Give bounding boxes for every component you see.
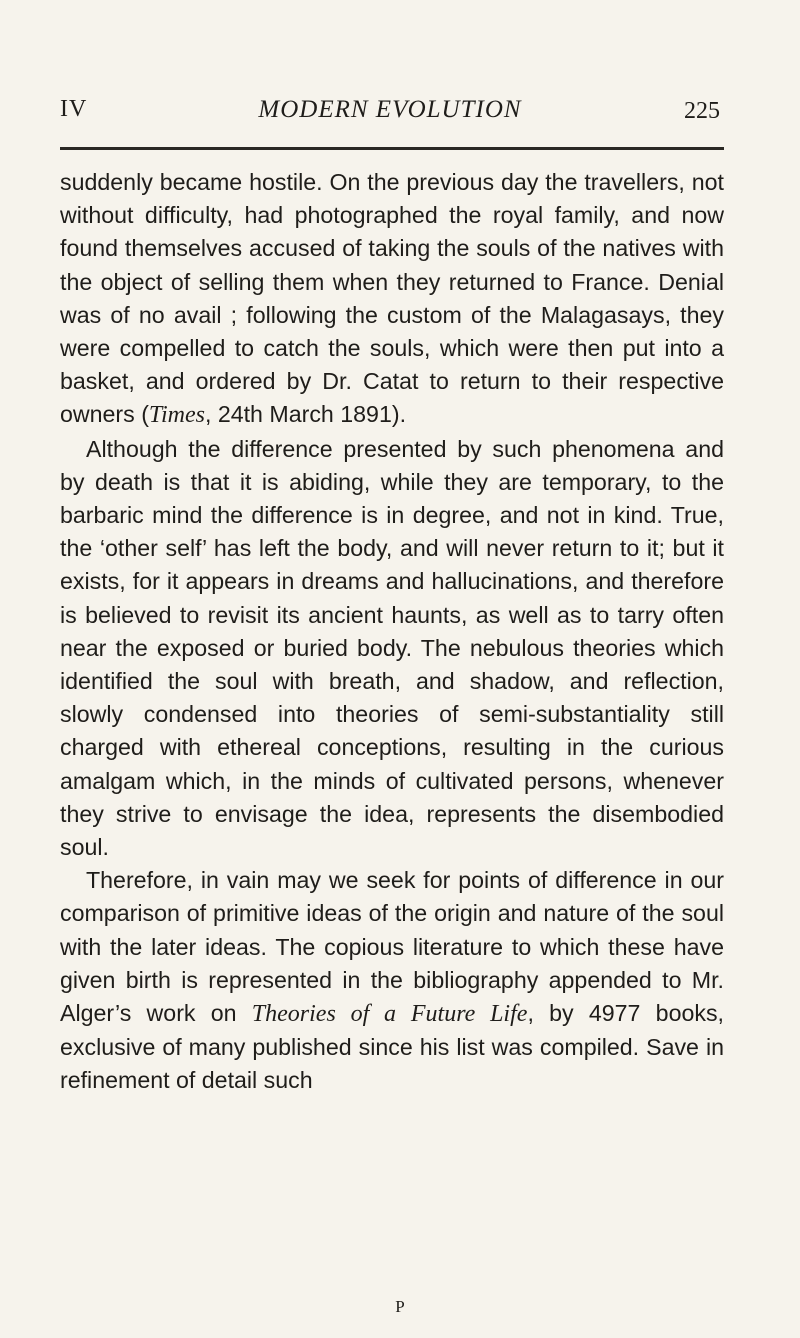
paragraph-1 (60, 166, 724, 433)
paragraph-1-text-end: , 24th March 1891). (204, 401, 407, 428)
paragraph-3 (60, 864, 724, 1097)
page-number: 225 (684, 98, 720, 124)
paragraph-1-text: suddenly became hostile. On the previous day the travellers, not without difficulty, had photographed the royal family, and now found themselves accused of taking the souls of the natives with the object of selling them when they returned to France. Denial was of no avail ; following the custom of the Malagasays, they were compelled to catch the souls, which were then put into a basket, and ordered by Dr. Catat to return to their respective owners ( (60, 169, 724, 428)
paragraph-3-text: Therefore, in vain may we seek for points of difference in our comparison of primitive ideas of the origin and nature of the soul with the later ideas. The copious literature to which these have given birth is represented in the bibliography appended to Mr. Alger’s work on (60, 867, 724, 1027)
paragraph-3-book-title: Theories of a Future Life (251, 1001, 528, 1028)
paragraph-1-citation: Times (148, 402, 205, 429)
paragraph-2: Although the difference presented by such phenomena and by death is that it is abiding, while they are temporary, to the barbaric mind the difference is in degree, and not in kind. True, the ‘other self’ has left the body, and will never return to it; but it exists, for it appears in dreams and hallucinations, and therefore is believed to revisit its ancient haunts, as well as to tarry often near the exposed or buried body. The nebulous theories which identified the soul with breath, and shadow, and reflection, slowly condensed into theories of semi-substantiality still charged with ethereal conceptions, resulting in the curious amalgam which, in the minds of cultivated persons, whenever they strive to envisage the idea, represents the disembodied soul. (60, 435, 724, 861)
signature-mark: P (395, 1297, 405, 1316)
paragraph-3-text-end: , by 4977 books, exclusive of many published since his list was compiled. Save in refinement of detail such (60, 1000, 724, 1094)
body-text (60, 166, 724, 1098)
page-header (60, 96, 720, 136)
chapter-number: IV (60, 96, 88, 122)
header-rule (60, 147, 724, 150)
running-title: MODERN EVOLUTION (258, 96, 522, 123)
